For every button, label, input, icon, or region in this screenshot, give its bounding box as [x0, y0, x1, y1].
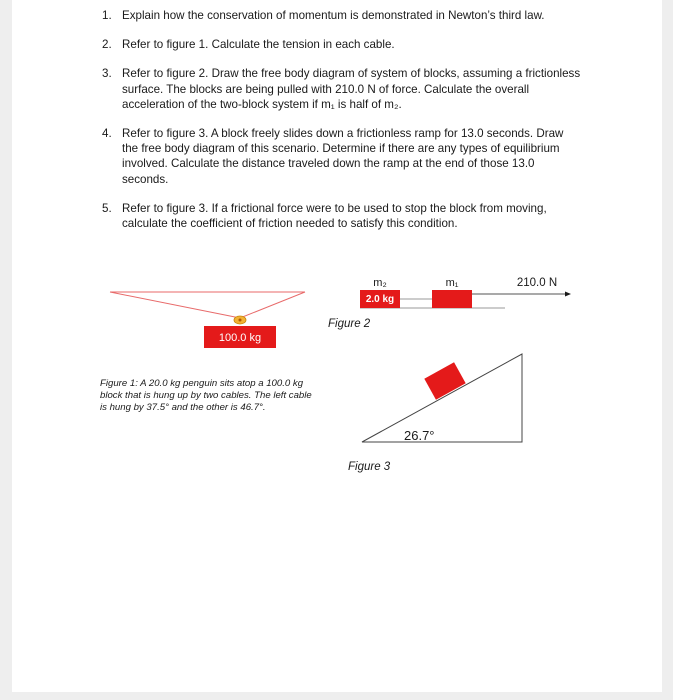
- question-number: 5.: [102, 201, 112, 215]
- question-item: [102, 201, 582, 231]
- question-text: Explain how the conservation of momentum is demonstrated in Newton’s third law.: [122, 9, 545, 22]
- question-item: [102, 66, 582, 112]
- question-number: 2.: [102, 38, 112, 52]
- document-page: [12, 0, 662, 692]
- m1-label: m₁: [445, 277, 459, 289]
- force-label: 210.0 N: [516, 277, 558, 289]
- figure-1-caption: Figure 1: A 20.0 kg penguin sits atop a 100.0 kg block that is hung up by two cables. The left cable is hung by 37.5° and the other is 46.7°.: [100, 378, 312, 413]
- ramp-angle-label: 26.7°: [404, 428, 435, 443]
- hanging-block-label: 100.0 kg: [218, 332, 262, 344]
- question-list: [102, 8, 582, 245]
- right-cable: [240, 292, 305, 318]
- question-number: 3.: [102, 67, 112, 81]
- question-number: 4.: [102, 127, 112, 141]
- question-number: 1.: [102, 9, 112, 22]
- block-m1: [432, 290, 472, 308]
- question-item: [102, 37, 582, 52]
- figure-1: [12, 280, 332, 360]
- question-item: [102, 126, 582, 187]
- m2-label: m₂: [373, 277, 387, 289]
- figure-3: [352, 348, 552, 448]
- penguin-eye-icon: [239, 319, 242, 322]
- question-item: [102, 8, 582, 23]
- question-text: Refer to figure 3. If a frictional force were to be used to stop the block from moving, calculate the coefficient of friction needed to satisfy this condition.: [122, 201, 547, 231]
- figure-3-caption: Figure 3: [348, 461, 391, 473]
- force-arrow-head-icon: [565, 292, 571, 297]
- figure-2-caption: Figure 2: [328, 318, 371, 330]
- question-text: Refer to figure 1. Calculate the tension in each cable.: [122, 38, 395, 52]
- block-m2-label: 2.0 kg: [365, 294, 395, 305]
- question-text: Refer to figure 3. A block freely slides down a frictionless ramp for 13.0 seconds. Draw the free body diagram of this scenario. Determine if there are any types of equilibrium involved. Calculate the distance traveled down the ramp at the end of those 13.0 seconds.: [122, 127, 564, 186]
- left-cable: [110, 292, 240, 318]
- ramp: [362, 354, 522, 442]
- question-text: Refer to figure 2. Draw the free body diagram of system of blocks, assuming a frictionless surface. The blocks are being pulled with 210.0 N of force. Calculate the overall acceleration of the two-block system if m₁ is half of m₂.: [122, 67, 581, 111]
